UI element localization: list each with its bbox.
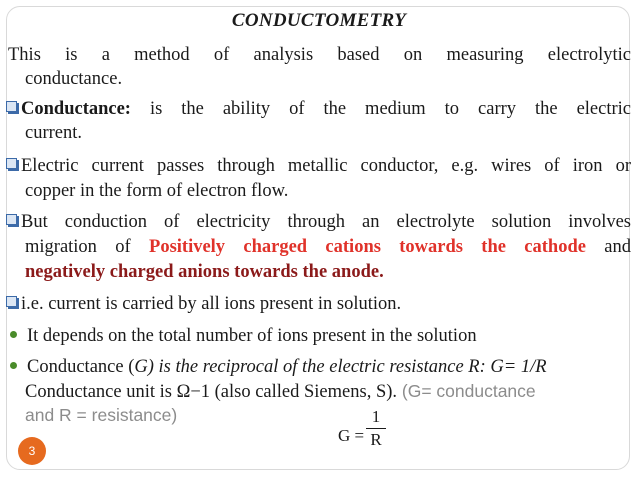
- definition-line-1: [6, 356, 631, 379]
- current-text: Electric current passes through metallic conductor, e.g. wires of iron or: [21, 156, 631, 176]
- anions-highlight: negatively charged anions towards the anode.: [25, 262, 384, 282]
- electrolyte-line-2: [25, 236, 631, 259]
- conductance-line-1: [6, 98, 631, 121]
- conductance-line-2: current.: [25, 123, 83, 143]
- definition-line-3: [25, 404, 631, 428]
- electrolyte-text-a: migration of: [25, 237, 150, 257]
- formula-denominator: R: [370, 430, 382, 449]
- slide-title: CONDUCTOMETRY: [231, 10, 407, 31]
- checkbox-bullet-icon: [6, 296, 17, 307]
- current-line-2: copper in the form of electron flow.: [25, 181, 289, 201]
- intro-line-1: This is a method of analysis based on measuring electrolytic: [8, 45, 631, 65]
- depends-line: [6, 325, 631, 348]
- unit-text: Conductance unit is Ω−1 (also called Siemens, S).: [25, 382, 398, 402]
- intro-line-2: conductance.: [25, 69, 123, 89]
- electrolyte-line-1: [6, 211, 631, 234]
- definition-text-a: Conductance (: [27, 357, 135, 377]
- ie-line: [6, 293, 631, 316]
- checkbox-bullet-icon: [6, 158, 17, 169]
- dot-bullet-icon: [10, 362, 17, 369]
- checkbox-bullet-icon: [6, 214, 17, 225]
- formula-numerator: 1: [371, 407, 381, 426]
- electrolyte-line-3: [25, 261, 631, 284]
- page-number-badge: 3: [18, 437, 46, 465]
- formula-fraction: [365, 406, 387, 451]
- conductance-term: Conductance:: [21, 99, 131, 119]
- checkbox-bullet-icon: [6, 101, 17, 112]
- resistance-note: and R = resistance): [25, 405, 178, 425]
- conductance-text: is the ability of the medium to carry the electric: [130, 99, 631, 119]
- definition-line-2: [25, 380, 631, 404]
- current-line-1: [6, 155, 631, 178]
- dot-bullet-icon: [10, 331, 17, 338]
- depends-text: It depends on the total number of ions present in the solution: [27, 326, 477, 346]
- cations-highlight: Positively charged cations towards the cathode: [149, 237, 586, 257]
- electrolyte-text-b: and: [585, 237, 632, 257]
- ie-text: i.e. current is carried by all ions present in solution.: [21, 294, 402, 314]
- electrolyte-text: But conduction of electricity through an electrolyte solution involves: [21, 212, 631, 232]
- definition-text-italic: G) is the reciprocal of the electric resistance R: G= 1/R: [134, 357, 547, 377]
- unit-note: (G= conductance: [397, 381, 536, 401]
- formula-lhs: G =: [338, 426, 365, 445]
